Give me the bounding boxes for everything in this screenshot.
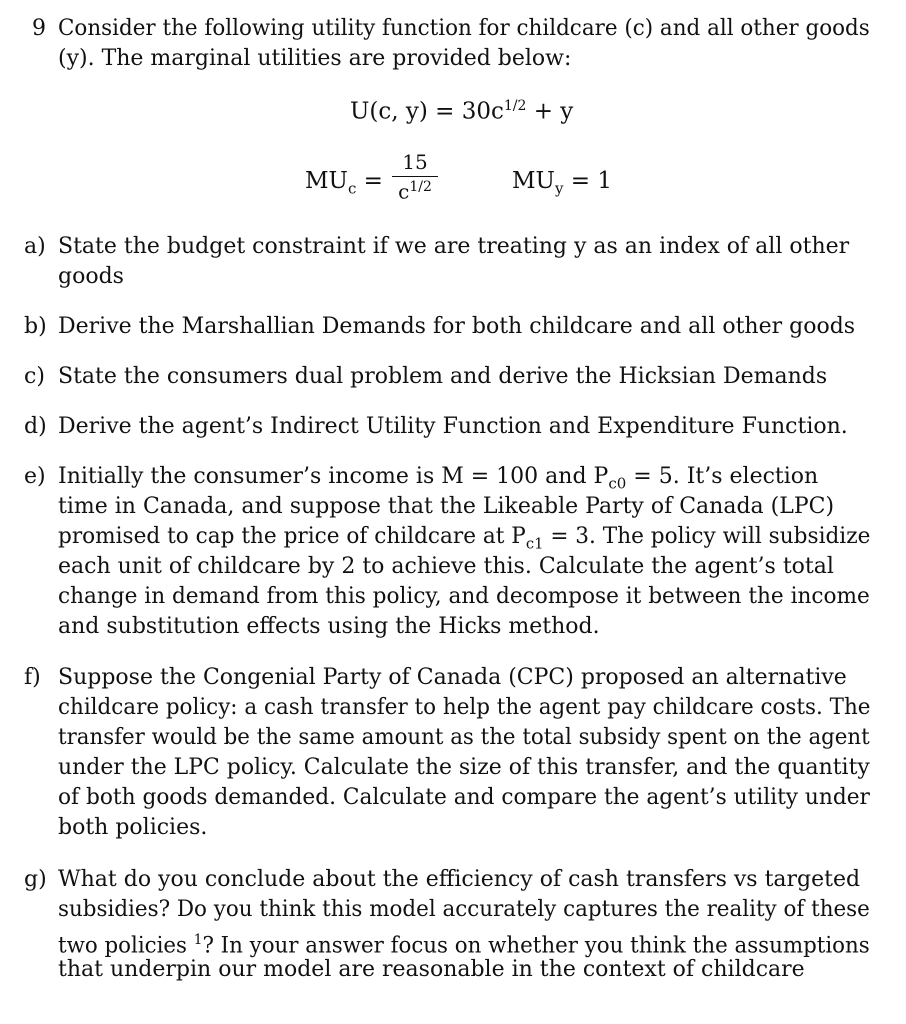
part-e-line-2: time in Canada, and suppose that the Likeable Party of Canada (LPC): [58, 494, 835, 519]
part-g-label: g): [24, 867, 47, 892]
part-g-line-1: What do you conclude about the efficiency of cash transfers vs targeted: [58, 867, 861, 892]
intro-line-2: (y). The marginal utilities are provided below:: [58, 46, 572, 71]
mu-c-fraction: [392, 150, 438, 204]
part-f-line-6: both policies.: [58, 815, 208, 840]
part-e-line-4: each unit of childcare by 2 to achieve this. Calculate the agent’s total: [58, 554, 834, 579]
part-e-line-6: and substitution effects using the Hicks method.: [58, 614, 600, 639]
part-d-label: d): [24, 414, 47, 439]
mu-c-numerator: 15: [402, 150, 428, 174]
part-g-line-3: two policies $^1$? In your answer focus on whether you think the assumptions: [58, 932, 870, 959]
question-number: 9: [32, 16, 46, 41]
part-f-label: f): [24, 665, 41, 690]
mu-c-label: $MU_c$ =: [305, 168, 383, 198]
part-e-line-1: Initially the consumer’s income is M = 100 and $P_{c0} = 5$. It’s election: [58, 464, 819, 493]
part-c-label: c): [24, 364, 45, 389]
part-f-line-5: of both goods demanded. Calculate and compare the agent’s utility under: [58, 785, 870, 810]
mu-c-denominator: $c^{1/2}$: [398, 179, 432, 204]
part-f-line-3: transfer would be the same amount as the total subsidy spent on the agent: [58, 725, 870, 750]
part-g-line-4: that underpin our model are reasonable in the context of childcare: [58, 957, 805, 982]
part-d-line-1: Derive the agent’s Indirect Utility Function and Expenditure Function.: [58, 414, 848, 439]
part-e-line-5: change in demand from this policy, and decompose it between the income: [58, 584, 870, 609]
fraction-bar: [392, 176, 438, 177]
part-g-line-2: subsidies? Do you think this model accurately captures the reality of these: [58, 897, 870, 922]
part-b-label: b): [24, 314, 47, 339]
part-a-line-2: goods: [58, 264, 124, 289]
utility-function-equation: U(c, $y) = 30c^{1/2} + y$: [350, 98, 574, 125]
part-b-line-1: Derive the Marshallian Demands for both childcare and all other goods: [58, 314, 856, 339]
part-f-line-2: childcare policy: a cash transfer to help the agent pay childcare costs. The: [58, 695, 871, 720]
part-e-label: e): [24, 464, 46, 489]
part-e-line-3: promised to cap the price of childcare at $P_{c1} = 3$. The policy will subsidize: [58, 524, 871, 553]
intro-line-1: Consider the following utility function for childcare (c) and all other goods: [58, 16, 870, 41]
part-a-line-1: State the budget constraint if we are treating y as an index of all other: [58, 234, 850, 259]
part-f-line-4: under the LPC policy. Calculate the size of this transfer, and the quantity: [58, 755, 870, 780]
part-c-line-1: State the consumers dual problem and derive the Hicksian Demands: [58, 364, 828, 389]
mu-y-equation: $MU_y = 1$: [512, 168, 612, 198]
part-a-label: a): [24, 234, 46, 259]
part-f-line-1: Suppose the Congenial Party of Canada (CPC) proposed an alternative: [58, 665, 847, 690]
